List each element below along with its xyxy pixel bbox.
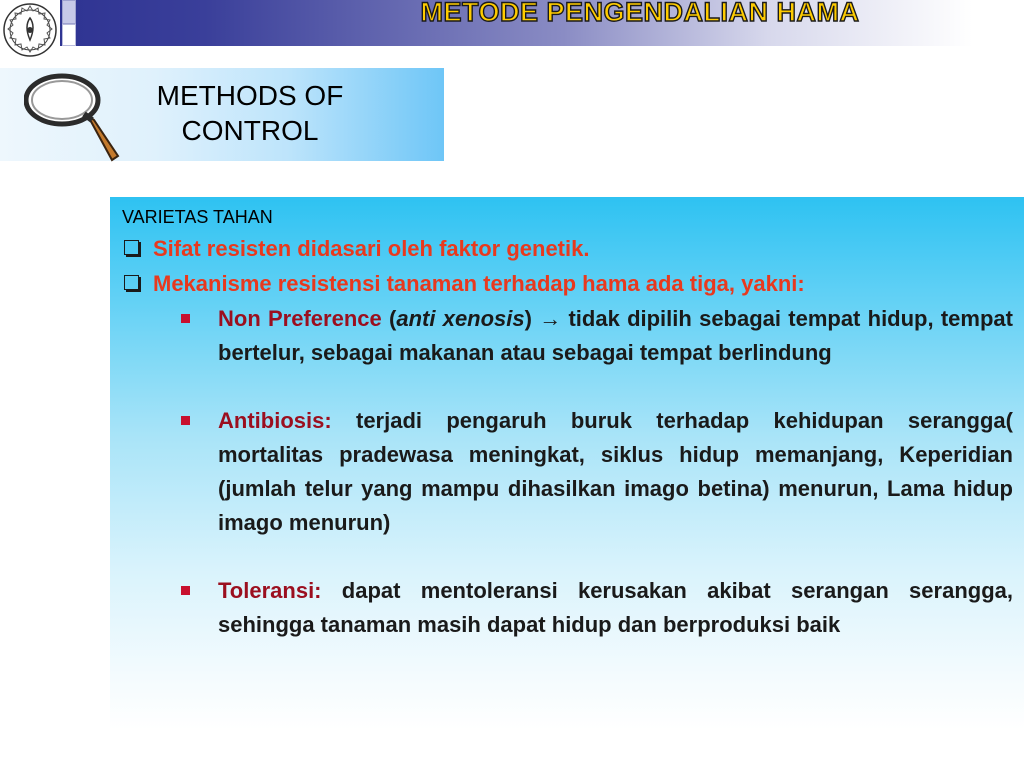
checkbox-bullet-icon [124, 275, 139, 290]
mechanism-term: Antibiosis: [218, 408, 332, 433]
methods-title [110, 78, 390, 148]
header-decoration [62, 0, 76, 46]
square-bullet-icon [181, 416, 190, 425]
bullet-item [124, 270, 805, 298]
bullet-text: Sifat resisten didasari oleh faktor genetik. [153, 236, 590, 261]
section-title: VARIETAS TAHAN [122, 207, 273, 227]
methods-title-line2: CONTROL [181, 115, 319, 146]
square-bullet-icon [181, 314, 190, 323]
methods-title-line1: METHODS OF [156, 80, 344, 111]
magnifying-glass-icon [24, 70, 124, 164]
bullet-text: Mekanisme resistensi tanaman terhadap hama ada tiga, yakni: [153, 271, 805, 296]
square-bullet-icon [181, 586, 190, 595]
mechanism-term: Toleransi: [218, 578, 322, 603]
mechanism-item [218, 404, 1013, 540]
mechanism-item [218, 302, 1013, 370]
mechanism-term-italic: anti xenosis [396, 306, 525, 331]
university-seal-logo [0, 0, 60, 60]
mechanism-term: Non Preference [218, 306, 382, 331]
mechanism-paren-open: ( [381, 306, 397, 331]
mechanism-text: tidak dipilih sebagai tempat hidup, tempat bertelur, sebagai makanan atau sebagai tempat berlindung [218, 306, 1013, 365]
mechanism-item [218, 574, 1013, 642]
bullet-item [124, 235, 589, 263]
header-title: METODE PENGENDALIAN HAMA [420, 0, 860, 27]
mechanism-text: dapat mentoleransi kerusakan akibat serangan serangga, sehingga tanaman masih dapat hidup dan berproduksi baik [218, 578, 1013, 637]
mechanism-text: terjadi pengaruh buruk terhadap kehidupan serangga( mortalitas pradewasa meningkat, siklus hidup memanjang, Keperidian (jumlah telur yang mampu dihasilkan imago betina) menurun, Lama hidup imago menurun) [218, 408, 1013, 535]
mechanism-paren-close: ) → [524, 306, 569, 331]
checkbox-bullet-icon [124, 240, 139, 255]
